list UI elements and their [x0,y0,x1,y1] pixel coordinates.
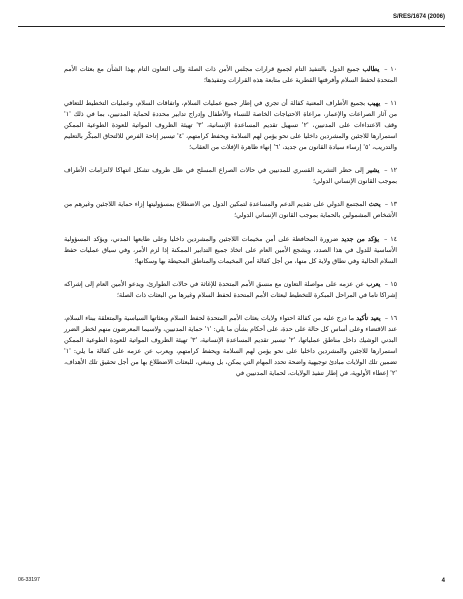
page-number: 4 [441,578,445,584]
document-body [64,64,397,391]
operative-verb: يعيد تأكيد [356,314,381,322]
operative-verb: يشير [366,167,380,175]
paragraph-number: ١٦ – [384,314,397,322]
paragraph-number: ١٢ – [384,167,397,175]
operative-verb: يهيب [367,100,381,108]
operative-verb: يعرب [366,280,381,288]
paragraph-text: إلى حظر التشريد القسري للمدنيين في حالات الصراع المسلح في ظل ظروف تشكل انتهاكا لالتزامات الأطراف بموجب القانون الإنساني الدولي؛ [64,167,397,186]
paragraph-14 [64,234,397,267]
paragraph-text: ما درج عليه من كفالة احتواء ولايات بعثات الأمم المتحدة لحفظ السلام وبعثاتها السياسية والمتعلقة ببناء السلام، عند الاقتضاء وعلى أساس كل حالة على حدة، على أحكام بشأن ما يلي: '١' حماية المدنيين، ولاسيما المعرضون منهم لخطر الضرر البدني الوشيك داخل مناطق عملياتها، '٢' تيسير تقديم المساعدة الإنسانية، '٣' تهيئة الظروف المواتية للعودة الطوعية الممكن استمرارها للاجئين والمشردين داخليا على نحو يؤمن لهم السلامة ويحفظ كرامتهم، ويعرب عن عزمه على كفالة ما يلي: '١' تضمين تلك الولايات مبادئ توجيهية واضحة تحدد المهام التي يمكن، بل وينبغي، للبعثات الاضطلاع بها من أجل تحقيق تلك الأهداف، '٢' إعطاء الأولوية، في إطار تنفيذ الولايات، لحماية المدنيين في [64,314,398,377]
paragraph-10 [64,64,397,86]
paragraph-text: ضرورة المحافظة على أمن مخيمات اللاجئين والمشردين داخليا وعلى طابعها المدني، ويؤكد المسؤولية الأساسية للدول في هذا الصدد، ويشجع الأمين العام على اتخاذ جميع التدابير الممكنة إذا لزم الأمر، وفي سياق عمليات حفظ السلام الحالية وفي نطاق ولاية كل منها، من أجل كفالة أمن المخيمات والمناطق المحيطة بها وسكانها؛ [64,235,397,265]
paragraph-text: جميع الدول بالتنفيذ التام لجميع قرارات مجلس الأمن ذات الصلة وإلى التعاون التام بهذا الشأن مع بعثات الأمم المتحدة لحفظ السلام وأفرقتها القطرية على متابعة هذه القرارات وتنفيذها؛ [64,66,397,85]
document-number: 06-33197 [18,577,40,583]
paragraph-12 [64,165,397,187]
paragraph-text: بجميع الأطراف المعنية كفالة أن تجري في إطار جميع عمليات السلام، واتفاقات السلام، وعمليات التخطيط للتعافي من آثار الصراعات والإعمار، مراعاة الاحتياجات الخاصة للنساء والأطفال وإدراج تدابير محددة لحماية المدنيين، بما في ذلك '١' وقف الاعتداءات على المدنيين، '٢' تسهيل تقديم المساعدة الإنسانية، '٣' تهيئة الظروف المواتية للعودة الطوعية الممكن استمرارها للاجئين والمشردين داخليا على نحو يؤمن لهم السلامة ويحفظ كرامتهم، '٤' تيسير إتاحة الفرص للالتحاق المبكّر بالتعليم والتدريب، '٥' إرساء سيادة القانون من جديد، '٦' إنهاء ظاهرة الإفلات من العقاب؛ [64,100,397,152]
operative-verb: يطالب [362,66,380,73]
operative-verb: يؤكد من جديد [341,235,380,243]
paragraph-number: ١١ – [384,100,397,108]
document-symbol: S/RES/1674 (2006) [392,14,445,20]
paragraph-11 [64,98,397,153]
paragraph-number: ١٠ – [384,66,397,73]
paragraph-15 [64,279,397,301]
paragraph-number: ١٤ – [384,235,397,243]
operative-verb: يحث [368,201,381,209]
header-rule [18,26,445,27]
paragraph-number: ١٣ – [384,201,397,209]
paragraph-16 [64,313,397,379]
paragraph-13 [64,199,397,221]
paragraph-text: عن عزمه على مواصلة التعاون مع منسق الأمم المتحدة للإغاثة في حالات الطوارئ، ويدعو الأمين العام إلى إشراكه إشراكا تاما في المراحل المبكرة للتخطيط لبعثات الأمم المتحدة لحفظ السلام وغيرها من البعثات ذات الصلة؛ [64,280,397,299]
paragraph-number: ١٥ – [384,280,397,288]
paragraph-text: المجتمع الدولي على تقديم الدعم والمساعدة لتمكين الدول من الاضطلاع بمسؤوليتها إزاء حماية اللاجئين وغيرهم من الأشخاص المشمولين بالحماية بموجب القانون الإنساني الدولي؛ [64,201,397,220]
